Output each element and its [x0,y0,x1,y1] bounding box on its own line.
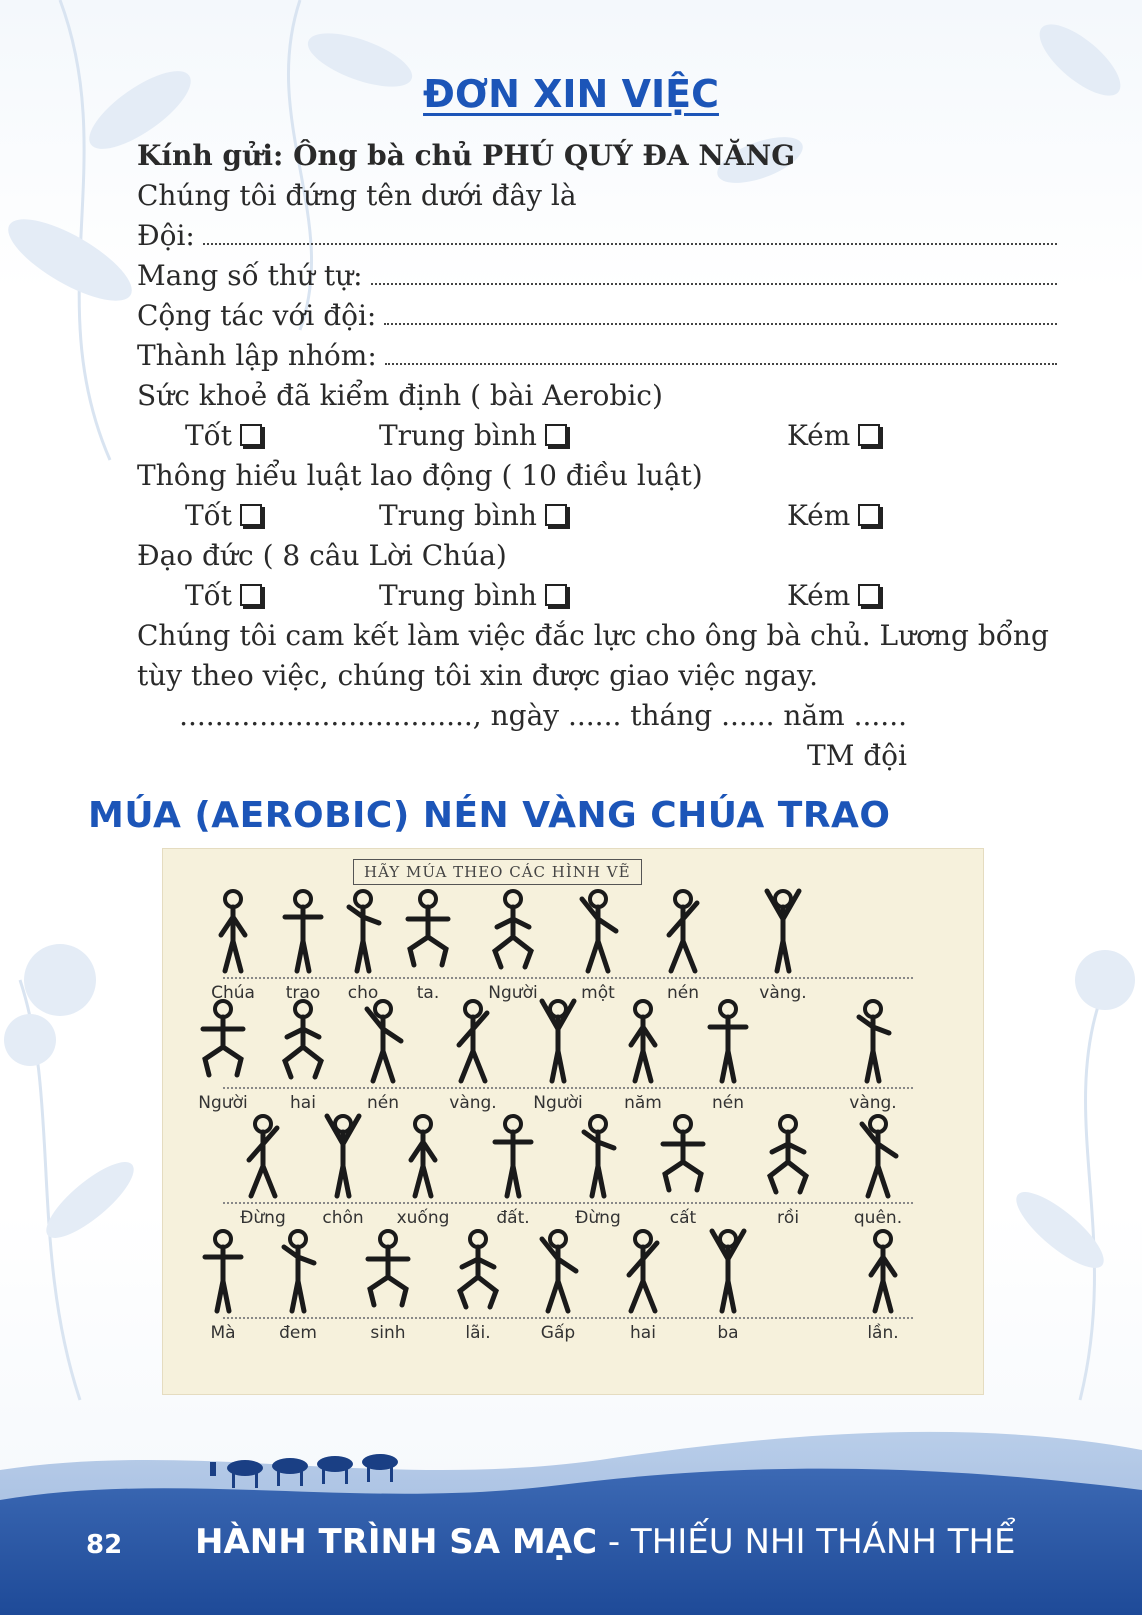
dance-word-label: lần. [867,1323,899,1343]
dance-word-label: Người [488,983,538,1003]
stick-figure-icon [303,1104,383,1214]
dance-word-label: Đừng [575,1208,621,1228]
dance-word-label: Mà [210,1323,236,1343]
stick-figure-icon [258,1219,338,1329]
dance-word-label: Gấp [540,1323,576,1343]
partner-blank[interactable] [384,299,1057,325]
option-label: Tốt [185,579,233,612]
stick-figure-icon [688,989,768,1099]
stick-figure-icon [518,1219,598,1329]
checkbox-icon[interactable] [545,504,567,526]
checkbox-icon[interactable] [545,584,567,606]
number-field[interactable] [137,256,1057,296]
stick-figure-icon [603,989,683,1099]
ethics-option-average[interactable] [379,576,567,616]
dance-word-label: đem [279,1323,317,1343]
dance-word-label: vàng. [759,983,807,1003]
option-label: Tốt [185,419,233,452]
group-field[interactable] [137,336,1057,376]
stick-figure-icon [473,1104,553,1214]
ethics-options [137,576,1057,616]
stick-figure-icon [518,989,598,1099]
checkbox-icon[interactable] [858,504,880,526]
recipient-line: Kính gửi: Ông bà chủ PHÚ QUÝ ĐA NĂNG [137,139,796,172]
section-title: MÚA (AEROBIC) NÉN VÀNG CHÚA TRAO [88,795,891,836]
intro-line: Chúng tôi đứng tên dưới đây là [137,179,577,212]
footer-title-rest: THIẾU NHI THÁNH THỂ [630,1522,1016,1562]
question-ethics: Đạo đức ( 8 câu Lời Chúa) [137,539,507,572]
application-form [137,136,1057,776]
dance-word-label: một [581,983,615,1003]
question-labor-law: Thông hiểu luật lao động ( 10 điều luật) [137,459,703,492]
dance-word-label: Đừng [240,1208,286,1228]
stick-figure-icon [343,989,423,1099]
dance-word-label: năm [624,1093,662,1113]
row-separator [223,1317,913,1319]
dance-word-label: cất [669,1208,697,1228]
option-label: Tốt [185,499,233,532]
form-title-text: ĐƠN XIN VIỆC [423,72,719,116]
option-label: Kém [787,579,851,612]
health-options [137,416,1057,456]
stick-figure-icon [348,1219,428,1329]
health-option-good[interactable] [185,416,262,456]
dance-word-label: đất. [496,1208,530,1228]
option-label: Kém [787,419,851,452]
dance-word-label: Chúa [211,983,255,1003]
signature-line: TM đội [807,739,907,772]
option-label: Trung bình [379,499,537,532]
question-health: Sức khoẻ đã kiểm định ( bài Aerobic) [137,379,663,412]
dance-word-label: rồi [776,1208,800,1228]
row-separator [223,977,913,979]
dance-word-label: nén [366,1093,399,1113]
ethics-option-poor[interactable] [787,576,880,616]
health-option-poor[interactable] [787,416,880,456]
dance-word-label: vàng. [849,1093,897,1113]
stick-figure-icon [643,879,723,989]
number-blank[interactable] [371,259,1057,285]
stick-figure-icon [223,1104,303,1214]
option-label: Trung bình [379,419,537,452]
ethics-option-good[interactable] [185,576,262,616]
stick-figure-icon [438,1219,518,1329]
dance-word-label: trao [285,983,321,1003]
footer-title-bold: HÀNH TRÌNH SA MẠC [195,1522,598,1562]
dance-word-label: nén [711,1093,744,1113]
number-label: Mang số thứ tự: [137,259,363,292]
team-field[interactable] [137,216,1057,256]
checkbox-icon[interactable] [240,424,262,446]
dance-word-label: xuống [396,1208,450,1228]
stick-figure-icon [833,989,913,1099]
labor-option-average[interactable] [379,496,567,536]
labor-option-good[interactable] [185,496,262,536]
partner-label: Cộng tác với đội: [137,299,377,332]
stick-figure-icon [383,1104,463,1214]
commitment-line-2: tùy theo việc, chúng tôi xin được giao việc ngay. [137,659,818,692]
dance-figure [162,848,984,1395]
option-label: Trung bình [379,579,537,612]
checkbox-icon[interactable] [545,424,567,446]
row-separator [223,1202,913,1204]
dance-word-label: Người [198,1093,248,1113]
stick-figure-icon [263,989,343,1099]
footer-title [195,1522,1016,1562]
row-separator [223,1087,913,1089]
stick-figure-icon [183,989,263,1099]
stick-figure-icon [643,1104,723,1214]
stick-figure-icon [433,989,513,1099]
stick-figure-icon [193,879,273,989]
stick-figure-icon [473,879,553,989]
date-line: ................................., ngày ...... tháng ...... năm ...... [179,699,907,732]
dance-word-label: chôn [322,1208,364,1228]
stick-figure-icon [743,879,823,989]
stick-figure-icon [558,1104,638,1214]
form-title [0,72,1142,116]
partner-field[interactable] [137,296,1057,336]
page-number: 82 [86,1530,123,1560]
stick-figure-icon [183,1219,263,1329]
team-label: Đội: [137,219,195,252]
dance-word-label: ta. [416,983,440,1003]
dance-word-label: vàng. [449,1093,497,1113]
dance-word-label: nén [666,983,699,1003]
stick-figure-icon [603,1219,683,1329]
group-blank[interactable] [385,339,1057,365]
stick-figure-icon [558,879,638,989]
dance-word-label: hai [290,1093,316,1113]
stick-figure-icon [838,1104,918,1214]
checkbox-icon[interactable] [240,504,262,526]
dance-word-label: hai [630,1323,656,1343]
team-blank[interactable] [203,219,1057,245]
group-label: Thành lập nhóm: [137,339,377,372]
checkbox-icon[interactable] [240,584,262,606]
dance-word-label: ba [717,1323,739,1343]
stick-figure-icon [748,1104,828,1214]
dance-word-label: sinh [370,1323,406,1343]
stick-figure-icon [388,879,468,989]
figure-header: HÃY MÚA THEO CÁC HÌNH VẼ [353,859,642,885]
footer-title-separator: - [597,1522,631,1562]
labor-options [137,496,1057,536]
option-label: Kém [787,499,851,532]
dance-word-label: quên. [853,1208,903,1228]
dance-word-label: Người [533,1093,583,1113]
checkbox-icon[interactable] [858,424,880,446]
checkbox-icon[interactable] [858,584,880,606]
dance-word-label: cho [347,983,379,1003]
health-option-average[interactable] [379,416,567,456]
labor-option-poor[interactable] [787,496,880,536]
stick-figure-icon [688,1219,768,1329]
stick-figure-icon [843,1219,923,1329]
dance-word-label: lãi. [465,1323,491,1343]
commitment-line-1: Chúng tôi cam kết làm việc đắc lực cho ông bà chủ. Lương bổng [137,619,1049,652]
